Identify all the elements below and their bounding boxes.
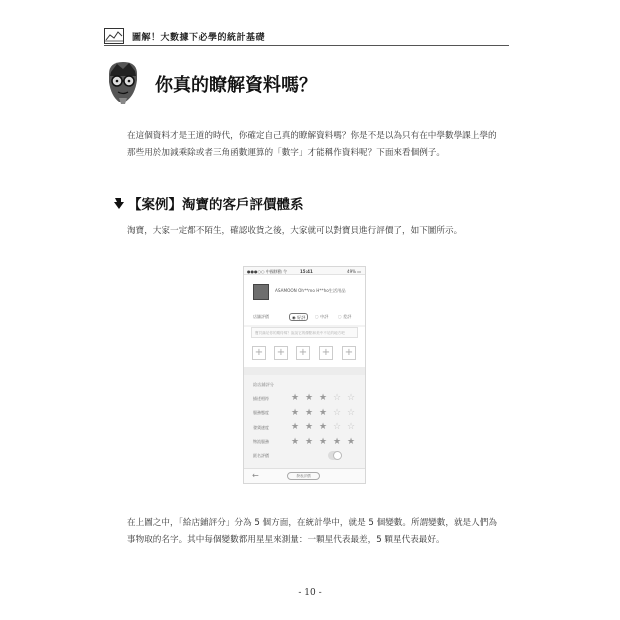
score-row: [244, 435, 365, 450]
score-list: [244, 391, 365, 449]
star-filled-icon[interactable]: ★: [305, 436, 314, 447]
star-filled-icon[interactable]: ★: [319, 393, 328, 403]
rating-bad-option[interactable]: ◌ 差評: [338, 314, 352, 319]
shop-name: ASAMOON Oh**mo H**ho生活用品: [275, 288, 346, 293]
battery-label: 49% ▭: [347, 268, 361, 274]
star-filled-icon[interactable]: ★: [305, 393, 314, 403]
add-photo-button[interactable]: +: [342, 346, 356, 360]
header-rule: [104, 45, 509, 46]
glasses-face-icon: [105, 60, 141, 104]
explanation-paragraph: 在上圖之中，「給店鋪評分」分為 5 個方面，在統計學中，就是 5 個變數。所謂變數，就是人們為事物取的名字。其中每個變數都用星星來測量：一顆星代表最差，5 顆星代表最好。: [127, 518, 497, 545]
score-label: 發貨速度: [253, 424, 269, 430]
add-photo-button[interactable]: +: [296, 346, 310, 360]
pen-nib-icon: [112, 196, 126, 210]
phone-screenshot: [243, 266, 366, 484]
star-filled-icon[interactable]: ★: [319, 436, 328, 447]
rating-mid-option[interactable]: ◌ 中評: [315, 314, 329, 319]
shop-summary: [244, 275, 365, 309]
photo-upload-row: [244, 341, 365, 367]
star-empty-icon[interactable]: ☆: [333, 407, 342, 418]
star-empty-icon[interactable]: ☆: [347, 407, 356, 418]
star-filled-icon[interactable]: ★: [319, 422, 328, 432]
anonymous-row: [244, 449, 365, 463]
rating-row: [244, 309, 365, 325]
anonymous-toggle[interactable]: [328, 451, 342, 460]
section-gap: [244, 367, 365, 375]
score-label: 描述相符: [253, 395, 269, 401]
star-filled-icon[interactable]: ★: [291, 407, 300, 418]
add-photo-button[interactable]: +: [319, 346, 333, 360]
star-filled-icon[interactable]: ★: [291, 422, 300, 432]
intro-paragraph: 在這個資料才是王道的時代，你確定自己真的瞭解資料嗎？你是不是以為只有在中學數學課上學的那些用於加減乘除或者三角函數運算的「數字」才能稱作資料呢？下面來看個例子。: [127, 131, 497, 158]
add-photo-button[interactable]: +: [274, 346, 288, 360]
star-filled-icon[interactable]: ★: [291, 436, 300, 447]
star-filled-icon[interactable]: ★: [305, 422, 314, 432]
comment-input[interactable]: 寶貝滿足你的期待嗎？說說它的優點和美中不足的地方吧: [251, 327, 358, 338]
star-empty-icon[interactable]: ☆: [333, 422, 342, 432]
page-title: 你真的瞭解資料嗎？: [155, 75, 317, 96]
score-row: [244, 406, 365, 421]
bottom-bar: [244, 468, 365, 483]
star-filled-icon[interactable]: ★: [305, 407, 314, 418]
star-empty-icon[interactable]: ☆: [333, 393, 342, 403]
running-header: 圖解！大數據下必學的統計基礎: [132, 33, 266, 43]
star-empty-icon[interactable]: ☆: [347, 422, 356, 432]
anonymous-label: 匿名評價: [253, 453, 269, 458]
score-label: 服務態度: [253, 410, 269, 415]
star-filled-icon[interactable]: ★: [319, 407, 328, 418]
star-filled-icon[interactable]: ★: [347, 436, 356, 447]
submit-review-button[interactable]: 發表評價: [287, 472, 320, 480]
rating-good-option[interactable]: ◉ 好評: [289, 313, 308, 321]
shop-score-title: 給店鋪評分: [244, 375, 365, 391]
status-time: 15:41: [300, 268, 313, 274]
status-bar: [244, 267, 365, 275]
add-photo-button[interactable]: +: [252, 346, 266, 360]
star-filled-icon[interactable]: ★: [291, 393, 300, 403]
back-arrow-icon[interactable]: ←: [252, 471, 259, 480]
score-row: [244, 391, 365, 406]
rating-label: 店舖評價: [253, 314, 269, 319]
page-number: - 10 -: [298, 588, 322, 598]
book-chart-icon: [104, 28, 124, 44]
star-filled-icon[interactable]: ★: [333, 436, 342, 447]
star-empty-icon[interactable]: ☆: [347, 393, 356, 403]
carrier-label: ●●●○○ 中國移動 令: [247, 268, 287, 274]
section-title: 【案例】淘寶的客戶評價體系: [128, 197, 304, 213]
score-row: [244, 420, 365, 435]
case-intro-paragraph: 淘寶，大家一定都不陌生，確認收貨之後，大家就可以對寶貝進行評價了，如下圖所示。: [127, 226, 463, 236]
product-thumbnail: [253, 284, 269, 300]
score-label: 物流服務: [253, 439, 269, 444]
